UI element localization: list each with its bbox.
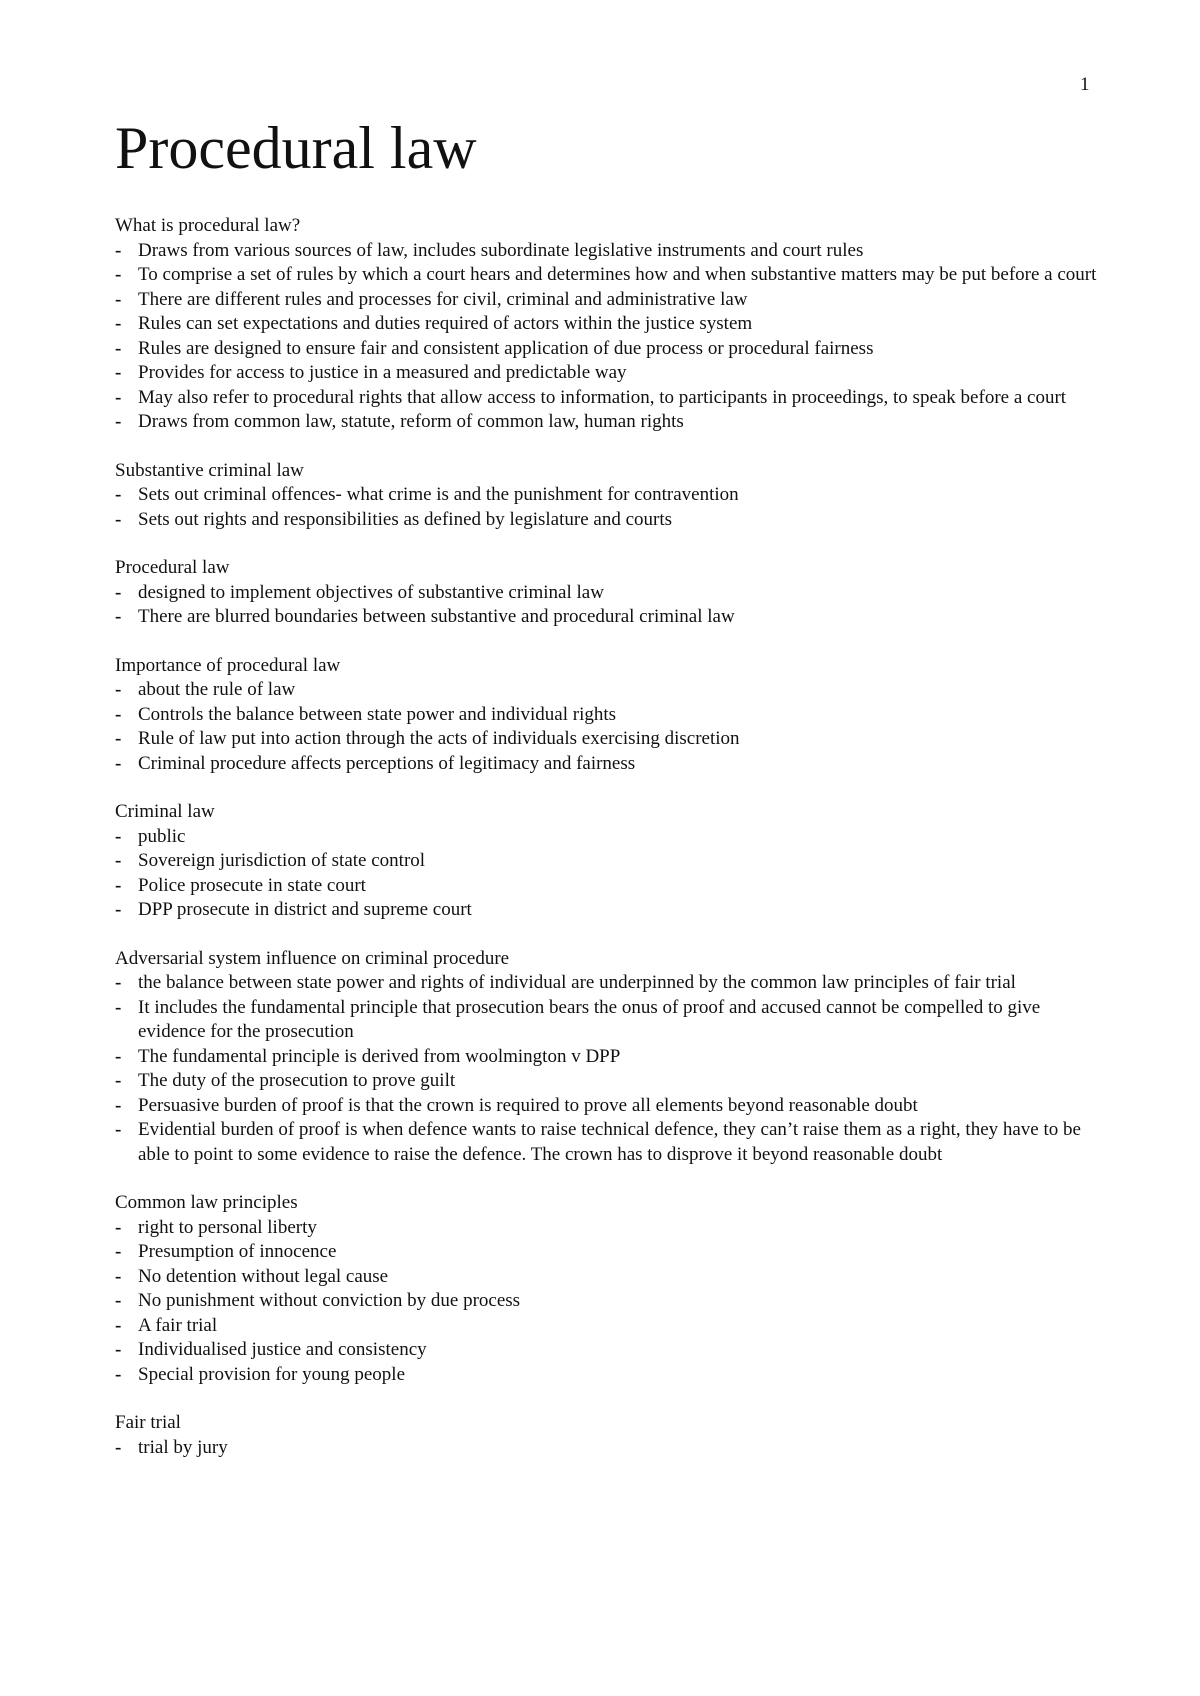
bullet-item: - There are different rules and processes for civil, criminal and administrative law <box>115 288 1105 313</box>
section-heading: What is procedural law? <box>115 215 301 236</box>
bullet-item: - the balance between state power and rights of individual are underpinned by the common law principles of fair trial <box>115 971 1105 996</box>
page-number: 1 <box>1080 74 1090 95</box>
section-heading: Fair trial <box>115 1412 181 1433</box>
bullet-item: - Individualised justice and consistency <box>115 1338 1105 1363</box>
section <box>115 459 1105 533</box>
document-title: Procedural law <box>115 115 477 181</box>
bullet-list <box>115 239 1105 435</box>
bullet-item: - Sets out rights and responsibilities as defined by legislature and courts <box>115 508 1105 533</box>
section-heading: Importance of procedural law <box>115 654 341 676</box>
bullet-item: - The fundamental principle is derived from woolmington v DPP <box>115 1045 1105 1070</box>
bullet-item: - Criminal procedure affects perceptions of legitimacy and fairness <box>115 752 1105 777</box>
bullet-item: - right to personal liberty <box>115 1216 1105 1241</box>
bullet-item: - Draws from common law, statute, reform of common law, human rights <box>115 410 1105 435</box>
bullet-list <box>115 971 1105 1167</box>
bullet-item: - There are blurred boundaries between substantive and procedural criminal law <box>115 605 1105 630</box>
bullet-item: - about the rule of law <box>115 678 1105 703</box>
bullet-item: - Sovereign jurisdiction of state control <box>115 849 1105 874</box>
bullet-item: - It includes the fundamental principle that prosecution bears the onus of proof and accused cannot be compelled to give evidence for the prosecution <box>115 996 1105 1045</box>
bullet-item: - The duty of the prosecution to prove guilt <box>115 1069 1105 1094</box>
bullet-item: - Controls the balance between state power and individual rights <box>115 703 1105 728</box>
bullet-item: - Evidential burden of proof is when defence wants to raise technical defence, they can’t raise them as a right, they have to be able to point to some evidence to raise the defence. The crown has to disprove it beyond reasonable doubt <box>115 1118 1105 1167</box>
bullet-item: - No punishment without conviction by due process <box>115 1289 1105 1314</box>
bullet-item: - Sets out criminal offences- what crime is and the punishment for contravention <box>115 483 1105 508</box>
section <box>115 1411 1105 1460</box>
bullet-item: - May also refer to procedural rights that allow access to information, to participants in proceedings, to speak before a court <box>115 386 1105 411</box>
bullet-item: - Rules are designed to ensure fair and consistent application of due process or procedural fairness <box>115 337 1105 362</box>
bullet-list <box>115 678 1105 776</box>
section-heading: Substantive criminal law <box>115 459 304 481</box>
bullet-item: - Provides for access to justice in a measured and predictable way <box>115 361 1105 386</box>
bullet-item: - Rule of law put into action through the acts of individuals exercising discretion <box>115 727 1105 752</box>
bullet-item: - To comprise a set of rules by which a court hears and determines how and when substantive matters may be put before a court <box>115 263 1105 288</box>
bullet-item: - Police prosecute in state court <box>115 874 1105 899</box>
section <box>115 214 1105 435</box>
bullet-item: - Rules can set expectations and duties required of actors within the justice system <box>115 312 1105 337</box>
bullet-item: - public <box>115 825 1105 850</box>
bullet-list <box>115 1436 1105 1461</box>
bullet-item: - designed to implement objectives of substantive criminal law <box>115 581 1105 606</box>
bullet-item: - Special provision for young people <box>115 1363 1105 1388</box>
section <box>115 1191 1105 1387</box>
section-heading: Common law principles <box>115 1192 298 1213</box>
bullet-list <box>115 1216 1105 1388</box>
section <box>115 654 1105 777</box>
section <box>115 947 1105 1168</box>
bullet-item: - Draws from various sources of law, includes subordinate legislative instruments and court rules <box>115 239 1105 264</box>
section-heading: Adversarial system influence on criminal procedure <box>115 947 510 969</box>
bullet-item: - A fair trial <box>115 1314 1105 1339</box>
bullet-list <box>115 581 1105 630</box>
bullet-list <box>115 825 1105 923</box>
bullet-item: - Presumption of innocence <box>115 1240 1105 1265</box>
bullet-item: - trial by jury <box>115 1436 1105 1461</box>
bullet-list <box>115 483 1105 532</box>
section <box>115 800 1105 923</box>
section-heading: Criminal law <box>115 801 215 822</box>
bullet-item: - No detention without legal cause <box>115 1265 1105 1290</box>
sections-container <box>115 214 1105 1460</box>
section <box>115 556 1105 630</box>
section-heading: Procedural law <box>115 557 230 578</box>
bullet-item: - Persuasive burden of proof is that the crown is required to prove all elements beyond reasonable doubt <box>115 1094 1105 1119</box>
bullet-item: - DPP prosecute in district and supreme court <box>115 898 1105 923</box>
document-body <box>115 112 1105 1484</box>
